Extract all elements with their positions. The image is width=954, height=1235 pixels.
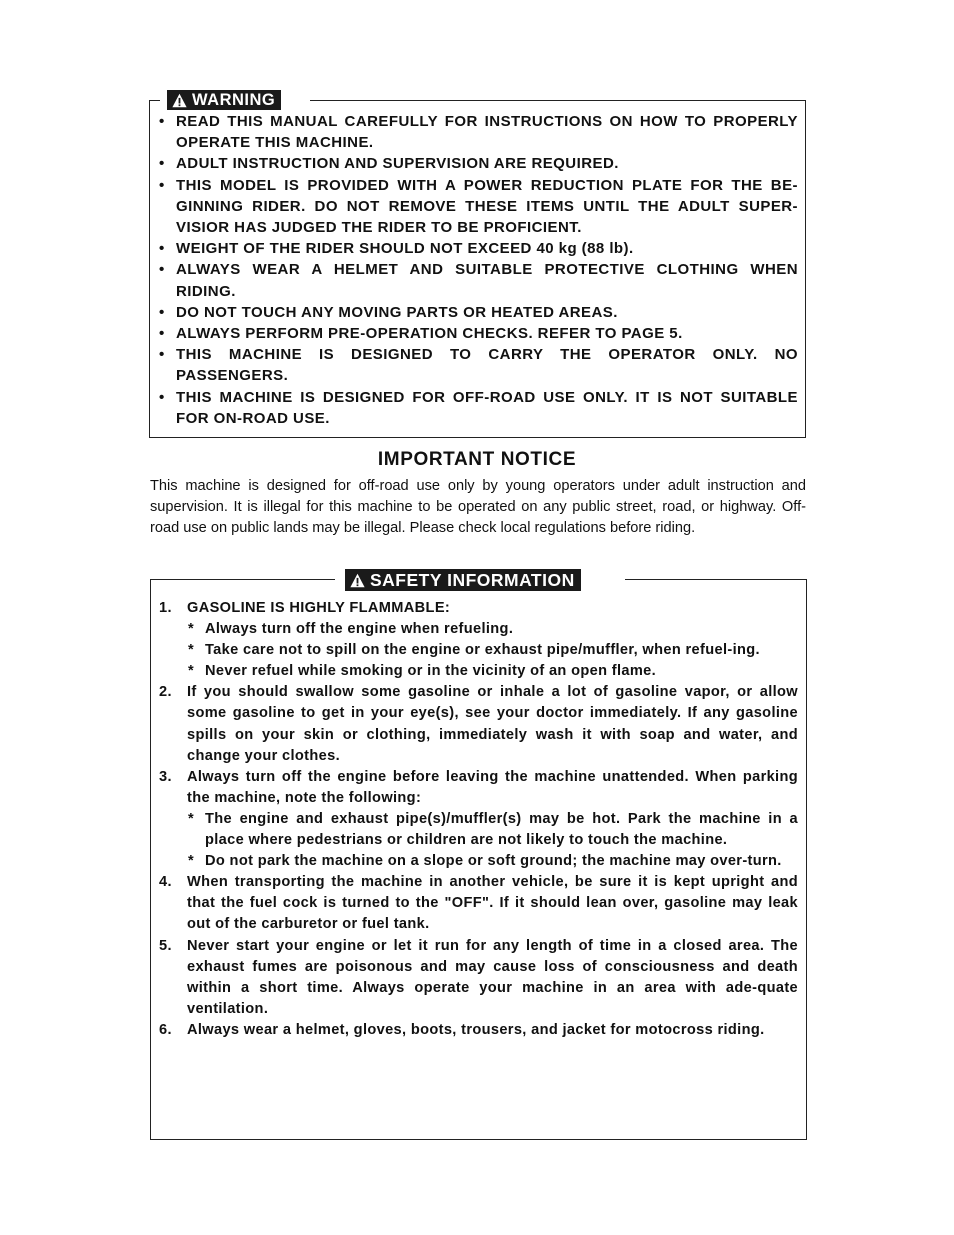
safety-list — [158, 598, 798, 1041]
safety-item — [158, 1020, 798, 1041]
bullet-marker: • — [159, 240, 165, 258]
safety-sublist — [187, 619, 798, 682]
asterisk-marker: * — [188, 810, 195, 827]
asterisk-marker: * — [188, 853, 195, 870]
warning-item — [158, 259, 798, 301]
asterisk-marker: * — [188, 642, 195, 659]
bullet-marker: • — [159, 346, 165, 364]
notice-body: This machine is designed for off-road use only by young operators under adult instruction and supervision. It is illegal for this machine to be operated on any public street, road, or highway. Off-road use on public lands may be illegal. Please check local regulations before riding. — [150, 478, 806, 537]
bullet-marker: • — [159, 113, 165, 130]
warning-item-text: ADULT INSTRUCTION AND SUPERVISION ARE REQUIRED. — [176, 155, 619, 173]
safety-subitem-text: The engine and exhaust pipe(s)/muffler(s) may be hot. Park the machine in a place where pedestrians or children are not likely to touch the machine. — [205, 810, 798, 849]
warning-item-text: THIS MACHINE IS DESIGNED TO CARRY THE OPERATOR ONLY. NO PASSENGERS. — [176, 346, 798, 385]
safety-label — [345, 569, 581, 591]
safety-item — [158, 767, 798, 872]
warning-item-text: DO NOT TOUCH ANY MOVING PARTS OR HEATED AREAS. — [176, 303, 618, 321]
safety-subitem-text: Take care not to spill on the engine or exhaust pipe/muffler, when refuel-ing. — [205, 642, 760, 659]
warning-item — [158, 344, 798, 386]
notice-title: IMPORTANT NOTICE — [377, 449, 577, 470]
warning-triangle-icon — [350, 573, 365, 588]
warning-item-text: ALWAYS PERFORM PRE-OPERATION CHECKS. REFER TO PAGE 5. — [176, 325, 683, 343]
safety-subitem — [187, 851, 798, 872]
warning-label — [167, 90, 281, 110]
safety-item-text: GASOLINE IS HIGHLY FLAMMABLE: — [187, 600, 451, 616]
warning-item-text: THIS MODEL IS PROVIDED WITH A POWER REDUCTION PLATE FOR THE BE-GINNING RIDER. DO NOT REMOVE THESE ITEMS UNTIL THE ADULT SUPER-VISIOR HAS JUDGED THE RIDER TO BE PROFICIENT. — [176, 176, 798, 237]
warning-item-text: WEIGHT OF THE RIDER SHOULD NOT EXCEED 40 kg (88 lb). — [176, 240, 634, 258]
safety-subitem-text: Never refuel while smoking or in the vicinity of an open flame. — [205, 663, 657, 680]
warning-item — [158, 153, 798, 174]
safety-item-number: 4. — [159, 874, 172, 891]
bullet-marker: • — [159, 325, 165, 343]
safety-item-number: 3. — [159, 768, 172, 785]
safety-item-number: 2. — [159, 684, 172, 701]
warning-item — [158, 111, 798, 153]
asterisk-marker: * — [188, 621, 195, 638]
safety-subitem-text: Always turn off the engine when refueling. — [205, 621, 514, 638]
warning-label-text: WARNING — [192, 90, 276, 109]
warning-triangle-icon — [172, 93, 187, 108]
safety-item-text: Never start your engine or let it run for any length of time in a closed area. The exhaust fumes are poisonous and may cause loss of consciousness and death within a short time. Always operate your machine in an area with ade-quate ventilation. — [187, 937, 798, 1017]
safety-item — [158, 872, 798, 935]
safety-label-text: SAFETY INFORMATION — [370, 569, 575, 590]
safety-item-text: Always wear a helmet, gloves, boots, trousers, and jacket for motocross riding. — [187, 1021, 765, 1038]
warning-item-text: READ THIS MANUAL CAREFULLY FOR INSTRUCTIONS ON HOW TO PROPERLY OPERATE THIS MACHINE. — [176, 113, 798, 152]
safety-item-text: When transporting the machine in another vehicle, be sure it is kept upright and that the fuel cock is turned to the "OFF". If it should lean over, gasoline may leak out of the carburetor or fuel tank. — [187, 874, 798, 933]
warning-item — [158, 302, 798, 323]
safety-item — [158, 682, 798, 766]
bullet-marker: • — [159, 155, 165, 173]
asterisk-marker: * — [188, 663, 195, 680]
warning-item — [158, 387, 798, 429]
warning-item — [158, 323, 798, 344]
warning-item-text: THIS MACHINE IS DESIGNED FOR OFF-ROAD USE ONLY. IT IS NOT SUITABLE FOR ON-ROAD USE. — [176, 388, 798, 427]
safety-subitem — [187, 619, 798, 640]
safety-item — [158, 936, 798, 1020]
warning-item — [158, 175, 798, 239]
safety-item-number: 1. — [159, 600, 172, 616]
safety-item-text: If you should swallow some gasoline or inhale a lot of gasoline vapor, or allow some gasoline to get in your eye(s), see your doctor immediately. If any gasoline spills on your skin or clothing, immediately wash it with soap and water, and change your clothes. — [187, 684, 798, 764]
safety-item — [158, 598, 798, 682]
safety-subitem-text: Do not park the machine on a slope or soft ground; the machine may over-turn. — [205, 853, 782, 870]
safety-subitem — [187, 809, 798, 851]
safety-subitem — [187, 640, 798, 661]
bullet-marker: • — [159, 303, 165, 321]
bullet-marker: • — [159, 176, 165, 194]
safety-item-number: 5. — [159, 937, 172, 954]
safety-subitem — [187, 661, 798, 682]
safety-sublist — [187, 809, 798, 872]
warning-list — [158, 111, 798, 429]
warning-item — [158, 238, 798, 259]
safety-item-number: 6. — [159, 1021, 172, 1038]
bullet-marker: • — [159, 388, 165, 406]
bullet-marker: • — [159, 261, 165, 279]
safety-item-text: Always turn off the engine before leaving the machine unattended. When parking the machine, note the following: — [187, 768, 798, 806]
warning-item-text: ALWAYS WEAR A HELMET AND SUITABLE PROTECTIVE CLOTHING WHEN RIDING. — [176, 261, 798, 300]
